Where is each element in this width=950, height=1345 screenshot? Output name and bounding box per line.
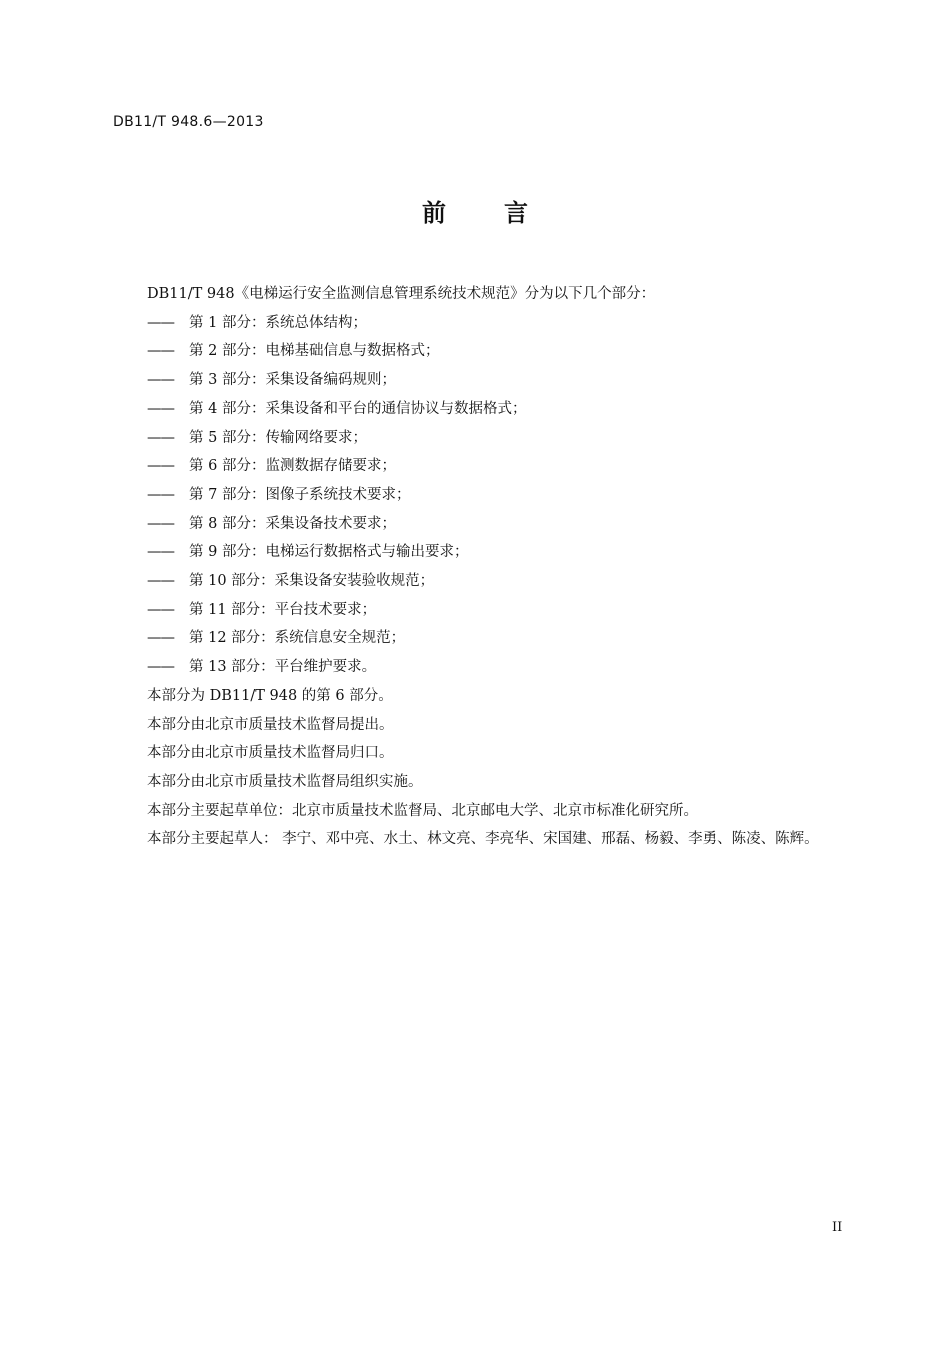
statement-centralized-by: 本部分由北京市质量技术监督局归口。: [147, 745, 394, 762]
list-item: [113, 538, 863, 567]
dash: ——: [147, 630, 174, 647]
list-item: [113, 624, 863, 653]
intro-paragraph: DB11/T 948《电梯运行安全监测信息管理系统技术规范》分为以下几个部分：: [147, 286, 656, 302]
page-title: [0, 193, 950, 228]
dash: ——: [147, 429, 174, 446]
list-item: [113, 653, 863, 682]
statement-implemented-by: 本部分由北京市质量技术监督局组织实施。: [147, 773, 423, 790]
list-item: [113, 567, 863, 596]
list-item: [113, 395, 863, 424]
list-item: [113, 481, 863, 510]
part-label: 第 13 部分：平台维护要求。: [189, 659, 377, 676]
part-label: 第 4 部分：采集设备和平台的通信协议与数据格式；: [189, 400, 527, 417]
dash: ——: [147, 659, 174, 676]
list-item: [113, 424, 863, 453]
part-label: 第 2 部分：电梯基础信息与数据格式；: [189, 343, 440, 360]
list-item: [113, 452, 863, 481]
document-code: DB11/T 948.6—2013: [113, 114, 264, 130]
dash: ——: [147, 343, 174, 360]
part-label: 第 10 部分：采集设备安装验收规范；: [189, 573, 435, 590]
list-item: [113, 366, 863, 395]
part-label: 第 12 部分：系统信息安全规范；: [189, 630, 406, 647]
list-item: [113, 596, 863, 625]
list-item: [113, 510, 863, 539]
statement-drafting-units: 本部分主要起草单位：北京市质量技术监督局、北京邮电大学、北京市标准化研究所。: [147, 802, 698, 819]
statement-part-number: 本部分为 DB11/T 948 的第 6 部分。: [147, 687, 393, 704]
title-char-1: 前: [422, 199, 446, 227]
dash: ——: [147, 486, 174, 503]
list-item: [113, 337, 863, 366]
part-label: 第 9 部分：电梯运行数据格式与输出要求；: [189, 544, 469, 561]
dash: ——: [147, 314, 174, 331]
dash: ——: [147, 458, 174, 475]
page-number: II: [832, 1220, 843, 1235]
dash: ——: [147, 573, 174, 590]
part-label: 第 6 部分：监测数据存储要求；: [189, 458, 396, 475]
part-label: 第 5 部分：传输网络要求；: [189, 429, 367, 446]
part-label: 第 7 部分：图像子系统技术要求；: [189, 486, 411, 503]
title-char-2: 言: [504, 199, 528, 227]
part-label: 第 1 部分：系统总体结构；: [189, 314, 367, 331]
statement-proposed-by: 本部分由北京市质量技术监督局提出。: [147, 716, 394, 733]
part-label: 第 3 部分：采集设备编码规则；: [189, 372, 396, 389]
part-label: 第 11 部分：平台技术要求；: [189, 601, 377, 618]
dash: ——: [147, 372, 174, 389]
foreword-body: [113, 280, 863, 854]
dash: ——: [147, 544, 174, 561]
statement-drafters: 本部分主要起草人： 李宁、邓中亮、水土、林文亮、李亮华、宋国建、邢磊、杨毅、李勇、陈凌、陈辉。: [147, 831, 819, 848]
list-item: [113, 309, 863, 338]
dash: ——: [147, 515, 174, 532]
part-label: 第 8 部分：采集设备技术要求；: [189, 515, 396, 532]
dash: ——: [147, 601, 174, 618]
dash: ——: [147, 400, 174, 417]
